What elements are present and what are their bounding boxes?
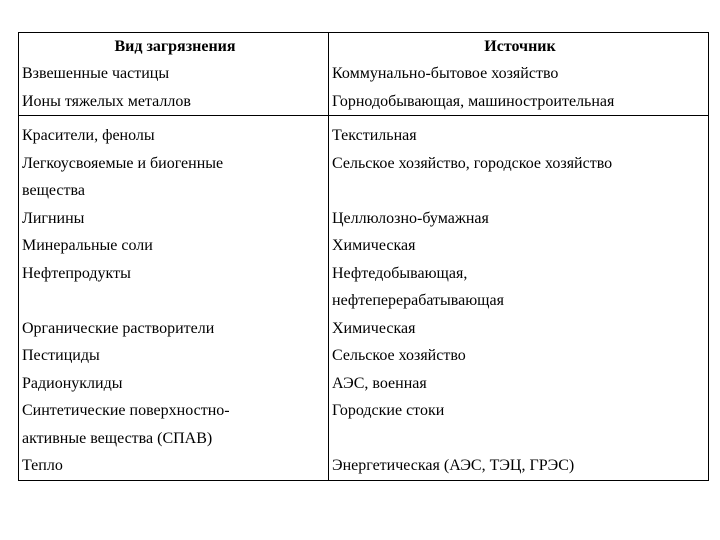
table-cell-text: Радионуклиды: [22, 374, 123, 392]
table-cell-text: Городские стоки: [332, 402, 445, 419]
table-cell-text: Текстильная: [332, 127, 417, 144]
table-cell-text: Целлюлозно-бумажная: [332, 209, 489, 227]
table-cell-text: Химическая: [332, 319, 416, 337]
table-cell-text: Нефтепродукты: [22, 264, 131, 282]
table-cell-text: Коммунально-бытовое хозяйство: [332, 65, 559, 82]
table-cell-text: Легкоусвояемые и биогенные: [22, 154, 224, 172]
table-cell-text: Химическая: [332, 237, 416, 254]
table-cell-text: Красители, фенолы: [22, 127, 155, 144]
table-cell-text: Горнодобывающая, машиностроительная: [332, 92, 615, 110]
table-cell-text: Энергетическая (АЭС, ТЭЦ, ГРЭС): [332, 457, 575, 474]
table-cell-spacer: [332, 177, 708, 205]
table-cell-text: АЭС, военная: [332, 374, 427, 392]
table-row: [19, 116, 709, 481]
table-cell-text: Сельское хозяйство: [332, 347, 466, 364]
table-cell-spacer: [332, 425, 708, 453]
table-cell-text: Пестициды: [22, 347, 100, 364]
column-header-source: Источник: [484, 38, 556, 55]
table-cell-spacer: [22, 287, 328, 315]
table-cell-left: [19, 116, 329, 481]
table-cell-text: Тепло: [22, 457, 63, 474]
table-cell-right: [329, 116, 709, 481]
column-header-pollution: Вид загрязнения: [114, 38, 236, 55]
table-cell-text: Минеральные соли: [22, 237, 153, 254]
table-cell-text: Синтетические поверхностно-: [22, 402, 230, 419]
pollution-table: [18, 32, 709, 481]
table-cell-text: нефтеперерабатывающая: [332, 292, 504, 309]
table-cell-text: Ионы тяжелых металлов: [22, 92, 191, 110]
table-cell-text: Лигнины: [22, 209, 85, 227]
table-cell-text: вещества: [22, 182, 85, 199]
table-header-row: [19, 33, 709, 116]
table-cell-text: Нефтедобывающая,: [332, 264, 468, 282]
table-cell-left: [19, 33, 329, 116]
table-cell-text: Взвешенные частицы: [22, 65, 170, 82]
table-cell-text: Сельское хозяйство, городское хозяйство: [332, 154, 613, 172]
table-cell-text: Органические растворители: [22, 319, 215, 337]
table-cell-right: [329, 33, 709, 116]
table-cell-text: активные вещества (СПАВ): [22, 429, 213, 447]
